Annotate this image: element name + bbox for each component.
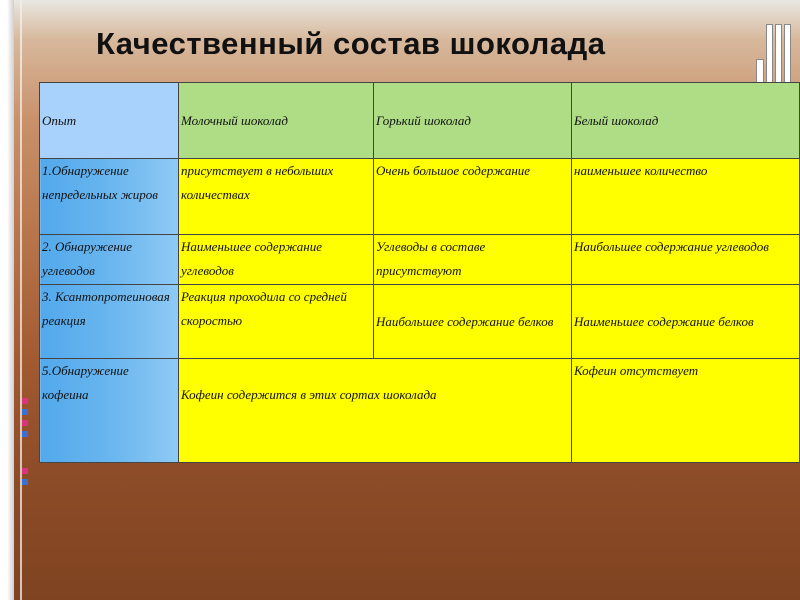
header-milk-chocolate: Молочный шоколад — [179, 83, 374, 159]
cell-milk-carbs: Наименьшее содержание углеводов — [179, 235, 374, 285]
cell-dark-proteins: Наибольшее содержание белков — [374, 285, 572, 359]
header-white-chocolate: Белый шоколад — [572, 83, 800, 159]
cell-white-caffeine: Кофеин отсутствует — [572, 359, 800, 463]
header-dark-chocolate: Горький шоколад — [374, 83, 572, 159]
cell-dark-carbs: Углеводы в составе присутствуют — [374, 235, 572, 285]
row-header-fats: 1.Обнаружение непредельных жиров — [40, 159, 179, 235]
left-decorative-bars-bottom — [22, 468, 28, 490]
row-header-caffeine: 5.Обнаружение кофеина — [40, 359, 179, 463]
row-header-carbs: 2. Обнаружение углеводов — [40, 235, 179, 285]
left-decorative-line — [20, 0, 22, 600]
cell-white-proteins: Наименьшее содержание белков — [572, 285, 800, 359]
left-decorative-bars-top — [22, 398, 28, 442]
table-row — [40, 359, 800, 463]
cell-milk-dark-caffeine — [179, 359, 572, 463]
caffeine-present-text: Кофеин содержится в этих сортах шоколада — [181, 387, 437, 402]
table-header-row — [40, 83, 800, 159]
cell-milk-proteins: Реакция проходила со средней скоростью — [179, 285, 374, 359]
cell-milk-fats: присутствует в небольших количествах — [179, 159, 374, 235]
slide-title: Качественный состав шоколада — [96, 26, 606, 61]
cell-white-fats: наименьшее количество — [572, 159, 800, 235]
chocolate-composition-table — [39, 82, 800, 463]
table-row — [40, 159, 800, 235]
header-experiment: Опыт — [40, 83, 179, 159]
left-decorative-stripe — [0, 0, 14, 600]
cell-white-carbs: Наибольшее содержание углеводов — [572, 235, 800, 285]
table-row — [40, 235, 800, 285]
table-row — [40, 285, 800, 359]
row-header-xanthoprotein: 3. Ксантопротеиновая реакция — [40, 285, 179, 359]
cell-dark-fats: Очень большое содержание — [374, 159, 572, 235]
